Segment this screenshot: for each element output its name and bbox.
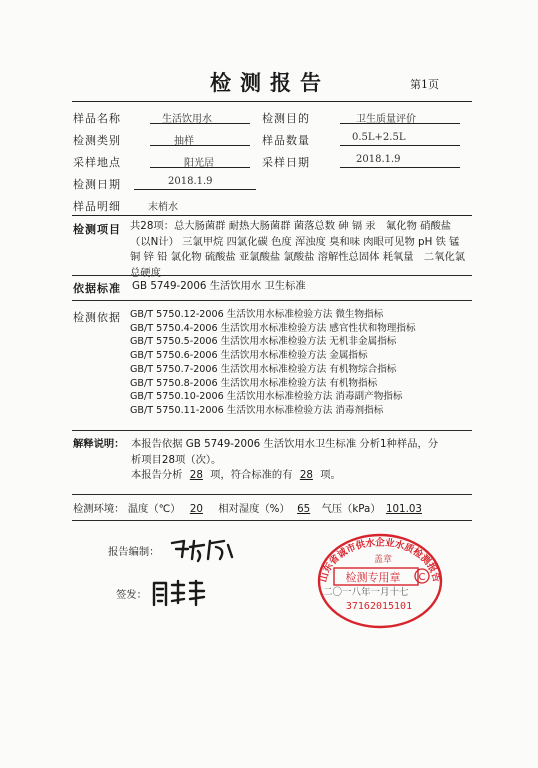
humidity-label: 相对湿度（%） [218,503,290,515]
stamp-code: 37162015101 [345,601,413,612]
top-divider [72,101,472,102]
pressure-value: 101.03 [385,503,422,515]
sample-date-value: 2018.1.9 [356,154,401,165]
quantity-label: 样品数量 [262,134,310,147]
standard-divider [72,300,472,301]
method-line: GB/T 5750.11-2006 生活饮用水标准检验方法 消毒剂指标 [130,404,384,416]
category-underline [150,132,250,146]
page-number: 第1页 [410,78,439,91]
detail-label: 样品明细 [73,200,121,213]
location-label: 采样地点 [73,156,121,169]
info-divider [72,215,472,216]
test-date-value: 2018.1.9 [168,176,213,187]
quantity-value: 0.5L+2.5L [352,132,406,143]
explain-line-3-post: 项。 [320,469,341,481]
sample-name-value: 生活饮用水 [162,114,212,125]
issued-by-label: 签发： [116,589,147,601]
purpose-label: 检测目的 [262,112,310,125]
methods-label: 检测依据 [73,311,121,324]
sample-date-label: 采样日期 [262,156,310,169]
report-title: 检测报告 [210,70,330,95]
explain-line-1: 本报告依据 GB 5749-2006 生活饮用水卫生标准 分析1种样品，分 [131,438,439,450]
humidity-value: 65 [297,503,311,515]
compliant-count: 28 [299,469,313,481]
temp-value: 20 [189,503,203,515]
explain-line-3-mid: 项，符合标准的有 [210,469,293,481]
compiled-by-label: 报告编制： [108,546,160,558]
method-line: GB/T 5750.8-2006 生活饮用水标准检验方法 有机物指标 [130,377,378,389]
method-line: GB/T 5750.6-2006 生活饮用水标准检验方法 金属指标 [130,350,368,362]
detail-value: 末梢水 [148,202,178,213]
methods-divider [72,430,472,431]
environment-row [73,502,424,518]
explain-line-3 [131,468,471,484]
category-label: 检测类别 [73,134,121,147]
items-text: 共28项：总大肠菌群 耐热大肠菌群 菌落总数 砷 镉 汞 氟化物 硝酸盐（以N计） 三氯甲烷 四氯化碳 色度 浑浊度 臭和味 肉眼可见物 pH 铁 锰 铜 锌 铅 氯化物 硫酸盐 亚氯酸盐 氯酸盐 溶解性总固体 耗氧量 二氧化氯 总硬度 [130,220,466,279]
explain-label: 解释说明： [73,438,125,450]
issue-date: 二〇一八年一月十七 [323,587,409,598]
stamp-center-text: 检测专用章 [345,571,401,584]
items-label: 检测项目 [73,223,121,236]
explain-line-2: 析项目28项（次）。 [131,453,222,466]
explain-block [131,437,471,484]
analyzed-count: 28 [189,469,203,481]
sample-name-label: 样品名称 [73,112,121,125]
compiler-signature [168,535,238,565]
method-line: GB/T 5750.10-2006 生活饮用水标准检验方法 消毒副产物指标 [130,391,403,403]
stamp-org-text: 山东省诚市供水企业水质检测报告 [318,537,442,584]
explain-divider [72,494,472,495]
location-value: 阳光居 [184,158,214,169]
purpose-value: 卫生质量评价 [356,114,416,125]
method-line: GB/T 5750.4-2006 生活饮用水标准检验方法 感官性状和物理指标 [130,322,416,334]
temp-label: 温度（℃） [127,503,181,515]
standard-text: GB 5749-2006 生活饮用水 卫生标准 [132,280,306,292]
stamp-seal-word: 盖章 [373,555,393,565]
env-label: 检测环境： [73,503,125,515]
env-divider [72,520,472,521]
stamp-letter: C [418,572,426,583]
pressure-label: 气压（kPa） [321,503,381,515]
test-date-label: 检测日期 [73,178,121,191]
method-line: GB/T 5750.12-2006 生活饮用水标准检验方法 微生物指标 [130,309,384,320]
method-line: GB/T 5750.7-2006 生活饮用水标准检验方法 有机物综合指标 [130,363,397,375]
methods-list [130,308,416,418]
items-divider [72,275,472,276]
category-value: 抽样 [174,136,194,147]
method-line: GB/T 5750.5-2006 生活饮用水标准检验方法 无机非金属指标 [130,336,397,348]
explain-line-3-pre: 本报告分析 [131,469,183,481]
official-stamp [315,531,445,631]
issuer-signature [150,577,208,609]
standard-label: 依据标准 [73,282,121,295]
